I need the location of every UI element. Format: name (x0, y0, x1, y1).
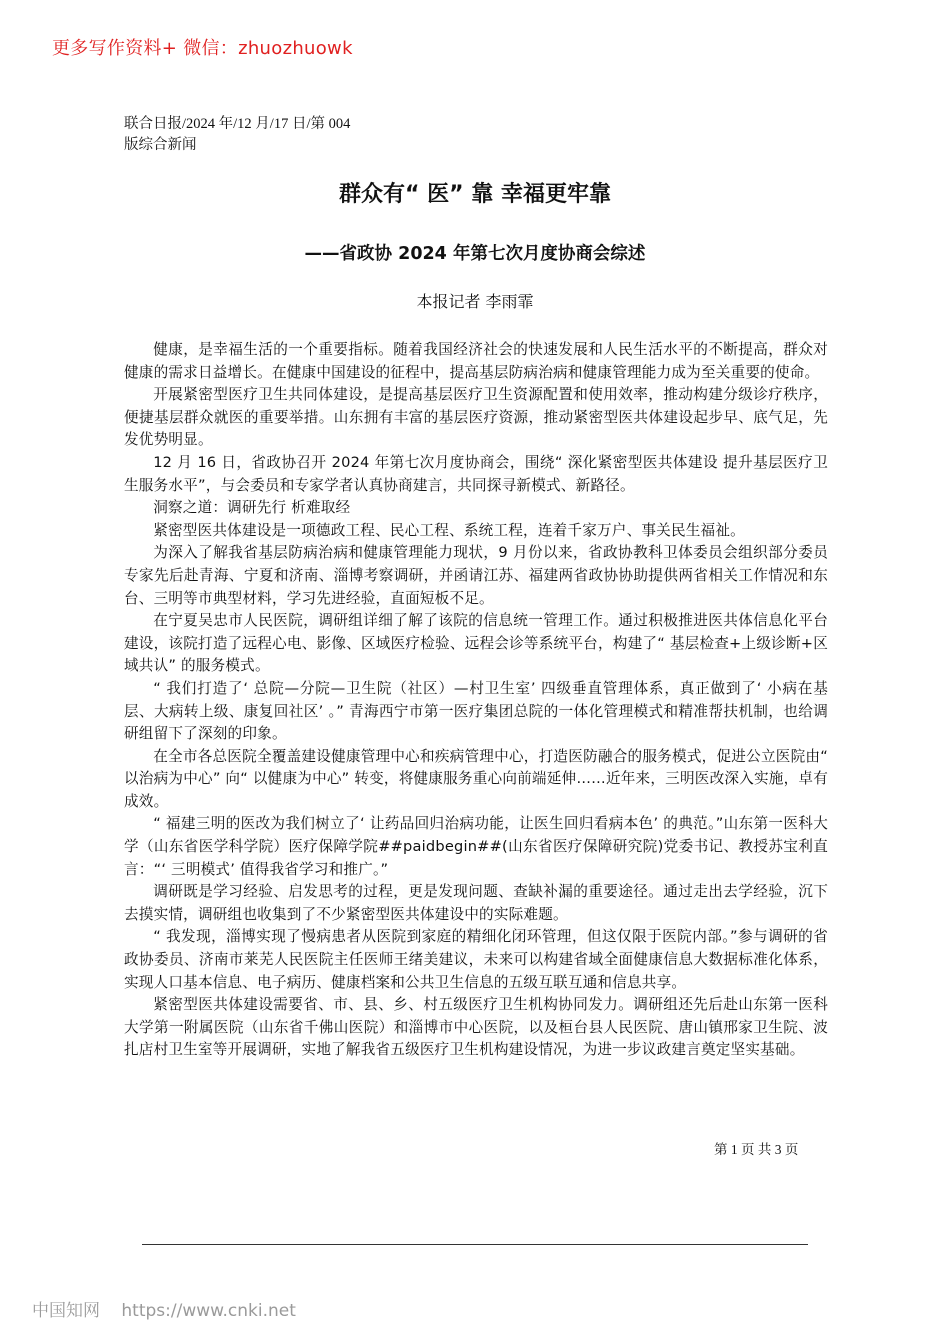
paragraph: 调研既是学习经验、启发思考的过程，更是发现问题、查缺补漏的重要途径。通过走出去学经验，沉下去摸实情，调研组也收集到了不少紧密型医共体建设中的实际难题。 (124, 883, 828, 923)
paragraph: 开展紧密型医疗卫生共同体建设，是提高基层医疗卫生资源配置和使用效率，推动构建分级诊疗秩序，便捷基层群众就医的重要举措。山东拥有丰富的基层医疗资源，推动紧密型医共体建设起步早、底气足，先发优势明显。 (124, 386, 828, 449)
watermark-brand: 中国知网 (32, 1301, 100, 1321)
paragraph: 紧密型医共体建设需要省、市、县、乡、村五级医疗卫生机构协同发力。调研组还先后赴山东第一医科大学第一附属医院（山东省千佛山医院）和淄博市中心医院，以及桓台县人民医院、唐山镇邢家卫生院、波扎店村卫生室等开展调研，实地了解我省五级医疗卫生机构建设情况，为进一步议政建言奠定坚实基础。 (124, 996, 828, 1059)
article-subtitle: ——省政协 2024 年第七次月度协商会综述 (304, 244, 646, 264)
paragraph: “ 我们打造了‘ 总院—分院—卫生院（社区）—村卫生室’ 四级垂直管理体系，真正做到了‘ 小病在基层、大病转上级、康复回社区’ 。” 青海西宁市第一医疗集团总院的一体化管理模式和精准帮扶机制，也给调研组留下了深刻的印象。 (124, 679, 828, 743)
paragraph: 在全市各总医院全覆盖建设健康管理中心和疾病管理中心，打造医防融合的服务模式，促进公立医院由“ 以治病为中心” 向“ 以健康为中心” 转变，将健康服务重心向前端延伸……近年来，三明医改深入实施，卓有成效。 (124, 747, 828, 810)
footer-divider (142, 1244, 808, 1245)
paragraph: 12 月 16 日，省政协召开 2024 年第七次月度协商会，围绕“ 深化紧密型医共体建设 提升基层医疗卫生服务水平”，与会委员和专家学者认真协商建言，共同探寻新模式、新路径。 (124, 453, 828, 494)
paragraph: 为深入了解我省基层防病治病和健康管理能力现状，9 月份以来，省政协教科卫体委员会组织部分委员专家先后赴青海、宁夏和济南、淄博考察调研，并函请江苏、福建两省政协协助提供两省相关工作情况和东台、三明等市典型材料，学习先进经验，直面短板不足。 (124, 544, 828, 607)
source-line (124, 114, 424, 156)
paragraph: 紧密型医共体建设是一项德政工程、民心工程、系统工程，连着千家万户、事关民生福祉。 (153, 521, 745, 539)
paragraph: “ 我发现，淄博实现了慢病患者从医院到家庭的精细化闭环管理，但这仅限于医院内部。”参与调研的省政协委员、济南市莱芜人民医院主任医师王绪美建议，未来可以构建省域全面健康信息大数据标准化体系，实现人口基本信息、电子病历、健康档案和公共卫生信息的五级互联互通和信息共享。 (124, 928, 828, 991)
watermark (32, 1296, 296, 1321)
article-title: 群众有“ 医” 靠 幸福更牢靠 (339, 182, 611, 207)
paragraph: 在宁夏吴忠市人民医院，调研组详细了解了该院的信息统一管理工作。通过积极推进医共体信息化平台建设，该院打造了远程心电、影像、区域医疗检验、远程会诊等系统平台，构建了“ 基层检查+上级诊断+区域共认” 的服务模式。 (124, 612, 828, 675)
source-line-2: 版综合新闻 (124, 137, 197, 153)
watermark-url: https://www.cnki.net (121, 1301, 296, 1321)
section-heading: 洞察之道：调研先行 析难取经 (153, 499, 351, 517)
source-line-1: 联合日报/2024 年/12 月/17 日/第 004 (124, 116, 351, 132)
paragraph: “ 福建三明的医改为我们树立了‘ 让药品回归治病功能，让医生回归看病本色’ 的典范。”山东第一医科大学（山东省医学科学院）医疗保障学院##paidbegin##(山东省医疗保障研究院)党委书记、教授苏宝利直言：“‘ 三明模式’ 值得我省学习和推广。” (124, 815, 828, 878)
paragraph: 健康，是幸福生活的一个重要指标。随着我国经济社会的快速发展和人民生活水平的不断提高，群众对健康的需求日益增长。在健康中国建设的征程中，提高基层防病治病和健康管理能力成为至关重要的使命。 (124, 341, 828, 381)
promo-banner: 更多写作资料+ 微信：zhuozhuowk (52, 38, 353, 59)
page-number: 第 1 页 共 3 页 (714, 1142, 799, 1157)
article-body (124, 339, 828, 1062)
byline: 本报记者 李雨霏 (416, 292, 534, 311)
